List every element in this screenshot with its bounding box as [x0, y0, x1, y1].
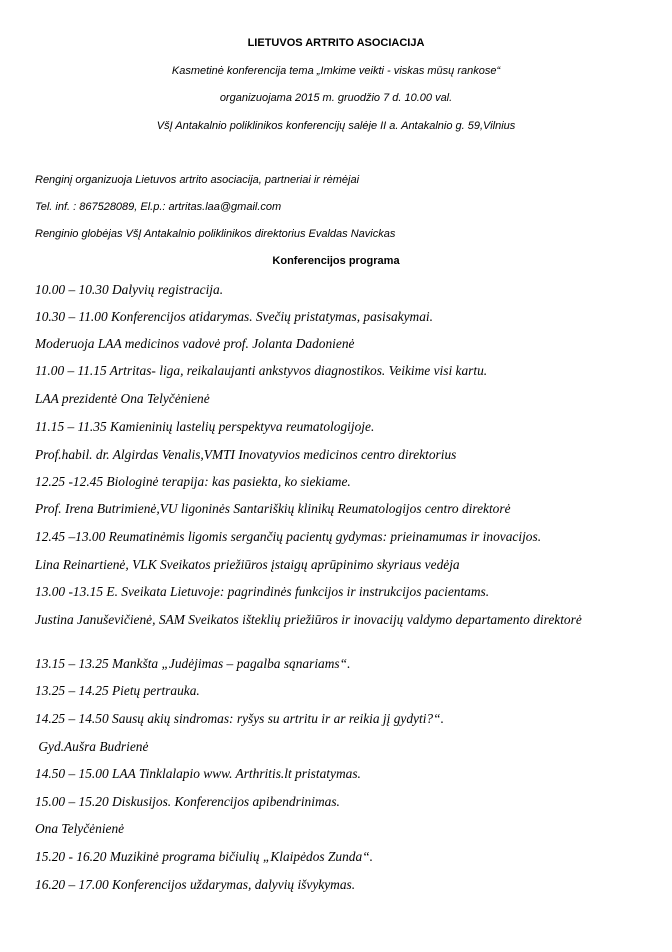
- document-title: LIETUVOS ARTRITO ASOCIACIJA: [247, 37, 425, 49]
- program-speaker: Prof. Irena Butrimienė,VU ligoninės Santariškių klinikų Reumatologijos centro direktorė: [35, 501, 511, 516]
- program-item: 11.15 – 11.35 Kamieninių lastelių perspektyva reumatologijoje.: [35, 419, 375, 434]
- program-speaker: Lina Reinartienė, VLK Sveikatos priežiūros įstaigų aprūpinimo skyriaus vedėja: [35, 557, 460, 572]
- program-speaker: LAA prezidentė Ona Telyčėnienė: [35, 391, 210, 406]
- conference-venue: VšĮ Antakalnio poliklinikos konferencijų salėje II a. Antakalnio g. 59,Vilnius: [156, 120, 516, 132]
- program-speaker: Ona Telyčėnienė: [35, 821, 125, 836]
- program-speaker: Justina Januševičienė, SAM Sveikatos išteklių priežiūros ir inovacijų valdymo departamento direktorė: [35, 612, 582, 627]
- patron-line: Renginio globėjas VšĮ Antakalnio poliklinikos direktorius Evaldas Navickas: [35, 228, 396, 240]
- program-item: 13.15 – 13.25 Mankšta „Judėjimas – pagalba sąnariams“.: [35, 656, 351, 671]
- program-speaker: Prof.habil. dr. Algirdas Venalis,VMTI Inovatyvios medicinos centro direktorius: [35, 447, 457, 462]
- program-item: 15.00 – 15.20 Diskusijos. Konferencijos apibendrinimas.: [35, 794, 340, 809]
- conference-subtitle: Kasmetinė konferencija tema „Imkime veikti - viskas mūsų rankose“: [171, 65, 501, 77]
- program-item: 14.50 – 15.00 LAA Tinklalapio www. Arthritis.lt pristatymas.: [35, 766, 361, 781]
- program-item: 12.25 -12.45 Biologinė terapija: kas pasiekta, ko siekiame.: [35, 474, 351, 489]
- program-item: 12.45 –13.00 Reumatinėmis ligomis sergančių pacientų gydymas: prieinamumas ir inovacijos.: [35, 529, 542, 544]
- program-speaker: Moderuoja LAA medicinos vadovė prof. Jolanta Dadonienė: [35, 336, 355, 351]
- program-heading: Konferencijos programa: [272, 255, 400, 267]
- program-item: 10.00 – 10.30 Dalyvių registracija.: [35, 282, 224, 297]
- program-item: 13.25 – 14.25 Pietų pertrauka.: [35, 683, 200, 698]
- program-item: 15.20 - 16.20 Muzikinė programa bičiulių „Klaipėdos Zunda“.: [35, 849, 373, 864]
- conference-date: organizuojama 2015 m. gruodžio 7 d. 10.00 val.: [219, 92, 453, 104]
- program-item: 11.00 – 11.15 Artritas- liga, reikalaujanti ankstyvos diagnostikos. Veikime visi kartu.: [35, 363, 488, 378]
- organizers-line: Renginį organizuoja Lietuvos artrito asociacija, partneriai ir rėmėjai: [35, 174, 360, 186]
- program-item: 10.30 – 11.00 Konferencijos atidarymas. Svečių pristatymas, pasisakymai.: [35, 309, 433, 324]
- program-item: 14.25 – 14.50 Sausų akių sindromas: ryšys su artritu ir ar reikia jį gydyti?“.: [35, 711, 444, 726]
- program-item: 16.20 – 17.00 Konferencijos uždarymas, dalyvių išvykymas.: [35, 877, 356, 892]
- program-speaker: Gyd.Aušra Budrienė: [35, 739, 149, 754]
- program-item: 13.00 -13.15 E. Sveikata Lietuvoje: pagrindinės funkcijos ir instrukcijos pacientams.: [35, 584, 490, 599]
- contacts-line: Tel. inf. : 867528089, El.p.: artritas.laa@gmail.com: [35, 201, 282, 213]
